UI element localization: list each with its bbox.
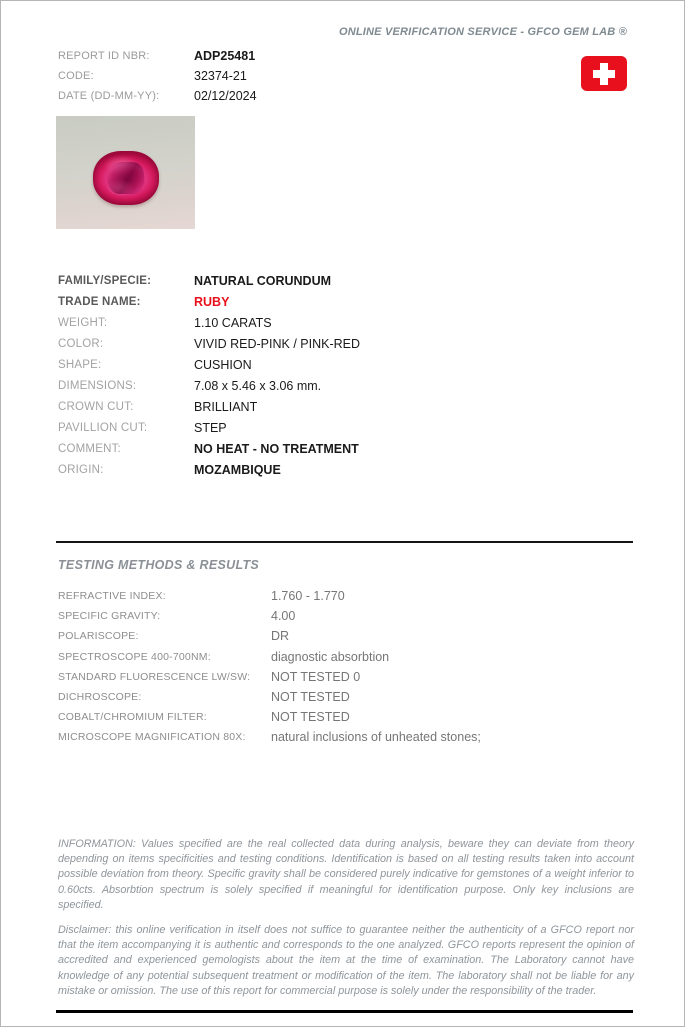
test-label: SPECTROSCOPE 400-700NM: (58, 650, 211, 663)
field-label: COLOR: (58, 337, 104, 350)
test-value: 1.760 - 1.770 (271, 589, 345, 604)
test-value: 4.00 (271, 609, 296, 624)
table-row (58, 291, 618, 312)
information-paragraph: INFORMATION: Values specified are the real collected data during analysis, beware they can deviate from theory depending on items specificities and testing conditions. Identification is based on all testing results taken into account possible deviation from theory. Specific gravity shall be considered purely indicative for gemstones of a weight inferior to 0.60cts. Absorbtion spectrum is solely specified if meaningful for identification purpose. Only key inclusions are specified. (58, 838, 634, 911)
field-value: 7.08 x 5.46 x 3.06 mm. (194, 378, 322, 393)
table-row (58, 606, 633, 626)
table-row (58, 586, 633, 606)
field-value: STEP (194, 420, 227, 435)
meta-label: CODE: (58, 70, 94, 82)
meta-label: REPORT ID NBR: (58, 50, 150, 62)
test-value: DR (271, 629, 290, 644)
field-label: FAMILY/SPECIE: (58, 274, 152, 287)
table-row (58, 687, 633, 707)
table-row (58, 647, 633, 667)
field-label: TRADE NAME: (58, 295, 141, 308)
meta-row-report-id (58, 46, 478, 66)
identification-table (58, 270, 618, 480)
test-value: NOT TESTED 0 (271, 669, 361, 684)
swiss-flag-icon (581, 56, 627, 91)
meta-row-code (58, 66, 478, 86)
table-row (58, 438, 618, 459)
test-label: MICROSCOPE MAGNIFICATION 80X: (58, 731, 246, 744)
report-meta (58, 46, 478, 106)
gemstone-photo (56, 116, 195, 229)
meta-value: ADP25481 (194, 49, 256, 63)
test-label: POLARISCOPE: (58, 630, 139, 643)
field-label: COMMENT: (58, 442, 121, 455)
test-label: DICHROSCOPE: (58, 691, 142, 704)
test-label: COBALT/CHROMIUM FILTER: (58, 711, 207, 724)
testing-section-title: TESTING METHODS & RESULTS (58, 558, 260, 572)
table-row (58, 312, 618, 333)
field-value: NATURAL CORUNDUM (194, 273, 332, 288)
disclaimer-paragraph: Disclaimer: this online verification in itself does not suffice to guarantee neither the authenticity of a GFCO report nor that the item accompanying it is authentic and corresponds to the one analyzed. GFCO reports represent the opinion of accredited and experienced gemologists about the item at the time of examination. The Laboratory cannot have knowledge of any potential subsequent treatment or modification of the item. The laboratory shall not be liable for any mistake or omission. The use of this report for commercial purpose is solely under the responsibility of the trader. (58, 924, 634, 997)
field-label: SHAPE: (58, 358, 102, 371)
table-row (58, 270, 618, 291)
field-value: NO HEAT - NO TREATMENT (194, 441, 359, 456)
bottom-divider (56, 1010, 633, 1013)
table-row (58, 354, 618, 375)
table-row (58, 727, 633, 747)
field-value: MOZAMBIQUE (194, 462, 281, 477)
field-value: VIVID RED-PINK / PINK-RED (194, 336, 360, 351)
section-divider (56, 541, 633, 543)
table-row (58, 375, 618, 396)
field-value: CUSHION (194, 357, 252, 372)
field-value: 1.10 CARATS (194, 315, 272, 330)
table-row (58, 667, 633, 687)
meta-label: DATE (DD-MM-YY): (58, 90, 160, 102)
test-value: diagnostic absorbtion (271, 649, 390, 664)
table-row (58, 459, 618, 480)
ruby-gem-image (93, 151, 159, 205)
table-row (58, 417, 618, 438)
test-label: SPECIFIC GRAVITY: (58, 610, 161, 623)
service-title: ONLINE VERIFICATION SERVICE - GFCO GEM LAB ® (338, 26, 627, 38)
field-value: BRILLIANT (194, 399, 258, 414)
test-value: natural inclusions of unheated stones; (271, 730, 481, 745)
meta-row-date (58, 86, 478, 106)
test-label: REFRACTIVE INDEX: (58, 590, 166, 603)
field-label: PAVILLION CUT: (58, 421, 148, 434)
field-label: WEIGHT: (58, 316, 108, 329)
table-row (58, 707, 633, 727)
field-label: ORIGIN: (58, 463, 104, 476)
testing-results-table (58, 586, 633, 748)
field-label: CROWN CUT: (58, 400, 134, 413)
field-value: RUBY (194, 294, 230, 309)
test-value: NOT TESTED (271, 690, 350, 705)
meta-value: 32374-21 (194, 69, 247, 83)
test-label: STANDARD FLUORESCENCE LW/SW: (58, 670, 251, 683)
meta-value: 02/12/2024 (194, 89, 257, 103)
table-row (58, 396, 618, 417)
test-value: NOT TESTED (271, 710, 350, 725)
field-label: DIMENSIONS: (58, 379, 137, 392)
table-row (58, 626, 633, 646)
table-row (58, 333, 618, 354)
